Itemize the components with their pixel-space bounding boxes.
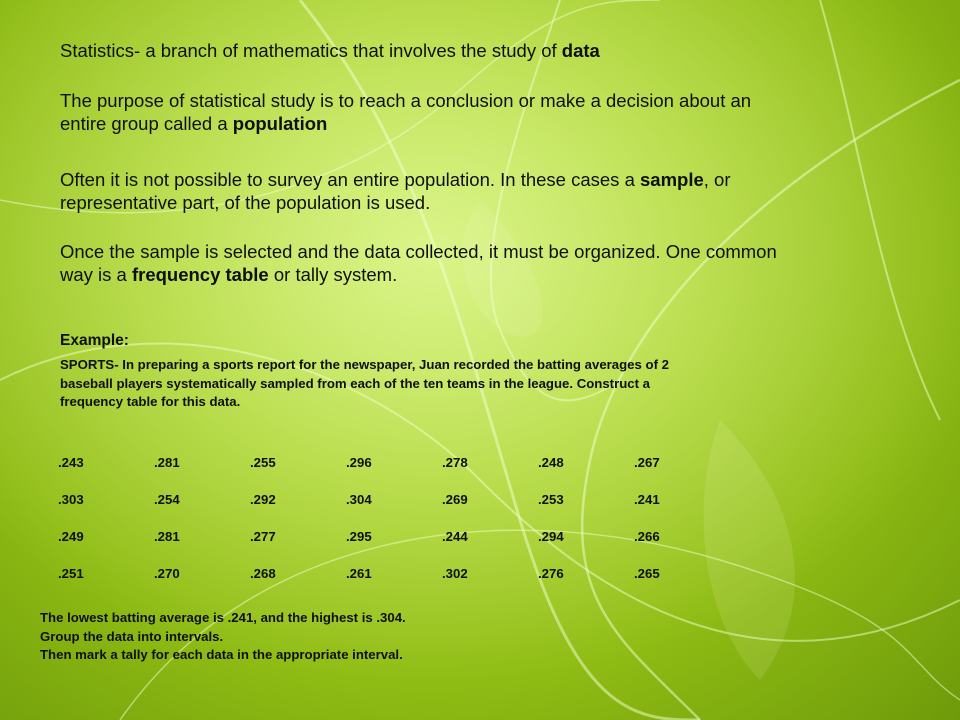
table-cell: .249 (58, 529, 84, 544)
purpose-paragraph: The purpose of statistical study is to reach a conclusion or make a decision about an entire group called a population (60, 90, 752, 134)
statistics-definition-paragraph: Statistics- a branch of mathematics that involves the study of data (60, 40, 600, 61)
conclusion-line-3: Then mark a tally for each data in the appropriate interval. (40, 647, 403, 662)
table-cell: .278 (442, 455, 468, 470)
conclusion-text (40, 609, 640, 665)
table-cell: .304 (346, 492, 372, 507)
table-cell: .265 (634, 566, 660, 581)
table-cell: .241 (634, 492, 660, 507)
table-row (58, 518, 730, 555)
table-cell: .302 (442, 566, 468, 581)
table-cell: .244 (442, 529, 468, 544)
frequency-table-paragraph: Once the sample is selected and the data collected, it must be organized. One common way is a frequency table or tally system. (60, 241, 777, 285)
table-row (58, 444, 730, 481)
table-cell: .253 (538, 492, 564, 507)
example-heading: Example: (60, 332, 129, 349)
table-cell: .261 (346, 566, 372, 581)
batting-averages-table (58, 444, 730, 592)
table-cell: .281 (154, 455, 180, 470)
table-cell: .270 (154, 566, 180, 581)
conclusion-line-1: The lowest batting average is .241, and the highest is .304. (40, 610, 406, 625)
table-cell: .243 (58, 455, 84, 470)
sample-paragraph: Often it is not possible to survey an entire population. In these cases a sample, or representative part, of the population is used. (60, 169, 731, 213)
table-cell: .255 (250, 455, 276, 470)
example-problem-text: SPORTS- In preparing a sports report for the newspaper, Juan recorded the batting averages of 2 baseball players systematically sampled from each of the ten teams in the league. Construct a frequency table for this data. (60, 357, 669, 409)
table-cell: .269 (442, 492, 468, 507)
table-cell: .254 (154, 492, 180, 507)
table-cell: .277 (250, 529, 276, 544)
table-cell: .267 (634, 455, 660, 470)
table-cell: .281 (154, 529, 180, 544)
table-cell: .292 (250, 492, 276, 507)
conclusion-line-2: Group the data into intervals. (40, 628, 224, 644)
table-cell: .295 (346, 529, 372, 544)
table-cell: .248 (538, 455, 564, 470)
table-cell: .268 (250, 566, 276, 581)
table-cell: .303 (58, 492, 84, 507)
table-cell: .276 (538, 566, 564, 581)
table-cell: .294 (538, 529, 564, 544)
table-cell: .296 (346, 455, 372, 470)
table-row (58, 481, 730, 518)
table-row (58, 555, 730, 592)
table-cell: .266 (634, 529, 660, 544)
table-cell: .251 (58, 566, 84, 581)
